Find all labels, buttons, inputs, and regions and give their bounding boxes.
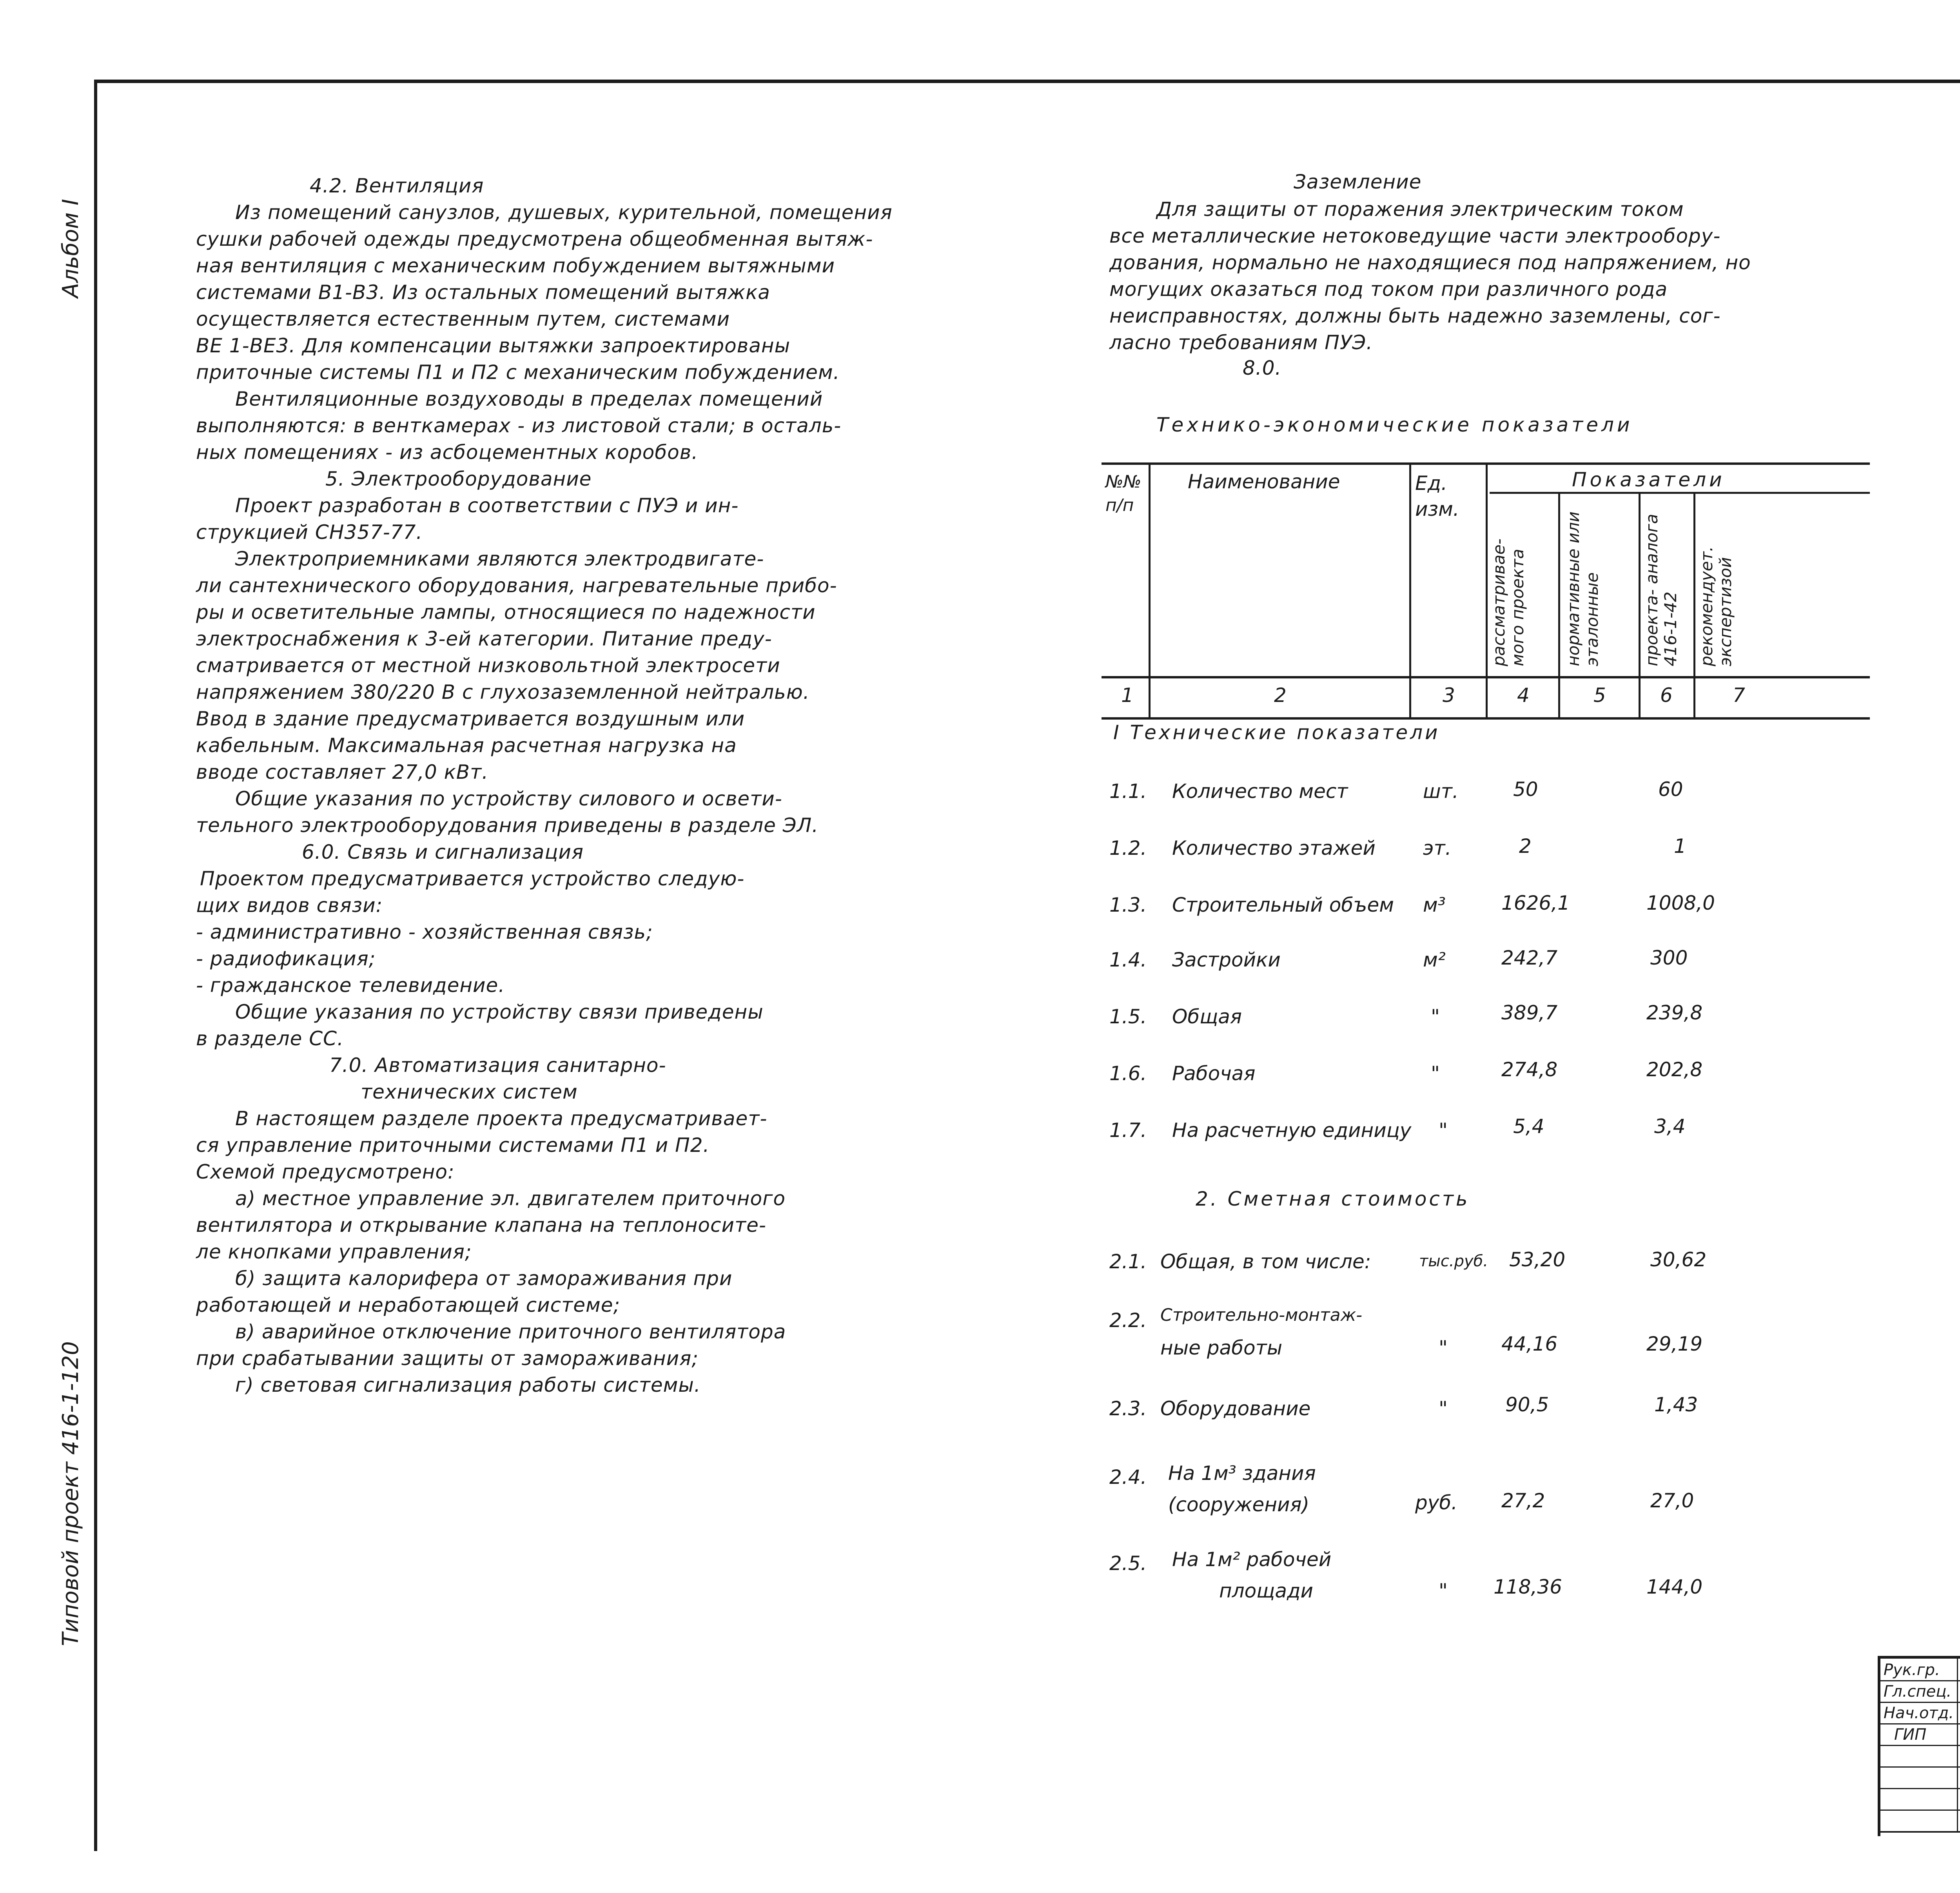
line: работающей и неработающей системе; xyxy=(196,1294,621,1316)
stamp-line xyxy=(1880,1745,1960,1746)
row-unit: тыс.руб. xyxy=(1419,1252,1488,1270)
frame-left xyxy=(94,80,97,1851)
line: ных помещениях - из асбоцементных коробов. xyxy=(196,441,699,464)
line: вводе составляет 27,0 кВт. xyxy=(196,761,489,783)
row-v6: 239,8 xyxy=(1646,1001,1703,1024)
head-num: №№ п/п xyxy=(1105,472,1142,515)
row-v4: 50 xyxy=(1513,778,1538,801)
stamp-role: Гл.спец. xyxy=(1884,1683,1952,1701)
row-name: Строительный объем xyxy=(1172,894,1394,916)
line: ласно требованиям ПУЭ. xyxy=(1109,331,1373,354)
line: напряжением 380/220 В с глухозаземленной нейтралью. xyxy=(196,681,810,704)
row-unit: шт. xyxy=(1423,780,1459,803)
line: 5. Электрооборудование xyxy=(325,468,592,490)
line: струкцией СН357-77. xyxy=(196,521,423,544)
row-num: 2.5. xyxy=(1109,1552,1147,1575)
vline xyxy=(1149,462,1151,717)
row-name: Общая, в том числе: xyxy=(1160,1250,1371,1273)
head-col6: проекта- аналога 416-1-42 xyxy=(1642,513,1680,666)
line: 7.0. Автоматизация санитарно- xyxy=(329,1054,666,1077)
line: Общие указания по устройству связи приведены xyxy=(235,1001,764,1023)
row-v6: 202,8 xyxy=(1646,1058,1703,1081)
row-name: Оборудование xyxy=(1160,1397,1311,1420)
line: Проектом предусматривается устройство следую- xyxy=(200,867,745,890)
vline xyxy=(1639,492,1641,717)
line: В настоящем разделе проекта предусматривает- xyxy=(235,1107,768,1130)
row-v6: 27,0 xyxy=(1650,1489,1694,1512)
line: Из помещений санузлов, душевых, курительной, помещения xyxy=(235,201,893,224)
line: технических систем xyxy=(361,1081,578,1103)
vline xyxy=(1409,462,1411,717)
row-num: 2.2. xyxy=(1109,1309,1147,1332)
stamp-line xyxy=(1880,1766,1960,1768)
colnum: 4 xyxy=(1517,684,1530,707)
stamp-line xyxy=(1880,1680,1960,1681)
row-unit: м² xyxy=(1423,948,1446,971)
line: 4.2. Вентиляция xyxy=(310,174,484,197)
colnum: 2 xyxy=(1274,684,1287,707)
line: щих видов связи: xyxy=(196,894,383,917)
row-num: 2.1. xyxy=(1109,1250,1147,1273)
row-v4: 53,20 xyxy=(1509,1248,1566,1271)
row-v4: 27,2 xyxy=(1501,1489,1545,1512)
row-v6: 144,0 xyxy=(1646,1576,1703,1598)
row-num: 1.7. xyxy=(1109,1119,1147,1142)
row-name: Количество этажей xyxy=(1172,837,1376,859)
colnum: 1 xyxy=(1121,684,1134,707)
stamp-line xyxy=(1880,1702,1960,1703)
table-bottom-head-line xyxy=(1102,717,1870,720)
title-block xyxy=(1878,1656,1960,1836)
head-col5: нормативные или эталонные xyxy=(1564,511,1602,666)
line: Для защиты от поражения электрическим током xyxy=(1156,198,1684,221)
stamp-role: ГИП xyxy=(1894,1726,1927,1744)
stamp-role: Рук.гр. xyxy=(1884,1661,1940,1679)
line: Ввод в здание предусматривается воздушным или xyxy=(196,707,745,730)
row-num: 1.4. xyxy=(1109,948,1147,971)
head-indicators: Показатели xyxy=(1572,468,1725,491)
head-name: Наименование xyxy=(1188,470,1340,493)
row-unit: " xyxy=(1431,1062,1440,1085)
row-v6: 1 xyxy=(1674,835,1686,858)
line: Схемой предусмотрено: xyxy=(196,1160,455,1183)
vline xyxy=(1486,462,1488,717)
stamp-line xyxy=(1880,1723,1960,1724)
row-v4: 1626,1 xyxy=(1501,892,1570,914)
line: в разделе СС. xyxy=(196,1027,344,1050)
line: тельного электрооборудования приведены в разделе ЭЛ. xyxy=(196,814,819,837)
line: кабельным. Максимальная расчетная нагрузка на xyxy=(196,734,737,757)
line: - гражданское телевидение. xyxy=(196,974,505,997)
row-num: 2.3. xyxy=(1109,1397,1147,1420)
line: ная вентиляция с механическим побуждением вытяжными xyxy=(196,254,835,277)
stamp-line xyxy=(1880,1831,1960,1833)
row-name: Количество мест xyxy=(1172,780,1348,803)
line: системами В1-В3. Из остальных помещений вытяжка xyxy=(196,281,770,304)
line: осуществляется естественным путем, системами xyxy=(196,308,730,330)
line: выполняются: в венткамерах - из листовой стали; в осталь- xyxy=(196,414,842,437)
row-unit: эт. xyxy=(1423,837,1452,859)
line: в) аварийное отключение приточного вентилятора xyxy=(235,1320,786,1343)
line: Проект разработан в соответствии с ПУЭ и ин- xyxy=(235,494,739,517)
row-v6: 1,43 xyxy=(1654,1393,1698,1416)
row-v6: 30,62 xyxy=(1650,1248,1707,1271)
row-v4: 44,16 xyxy=(1501,1333,1558,1355)
row-v4: 274,8 xyxy=(1501,1058,1558,1081)
text-column-1 xyxy=(196,172,893,1398)
row-v4: 90,5 xyxy=(1505,1393,1549,1416)
row-v6: 60 xyxy=(1658,778,1683,801)
line: могущих оказаться под током при различного рода xyxy=(1109,278,1668,301)
row-num: 2.4. xyxy=(1109,1466,1147,1489)
project-side-label: Типовой проект 416-1-120 xyxy=(58,1341,83,1646)
row-name: На 1м³ здания xyxy=(1168,1462,1316,1485)
row-v4: 118,36 xyxy=(1494,1576,1562,1598)
line: Электроприемниками являются электродвигате- xyxy=(235,548,764,570)
row-name: На расчетную единицу xyxy=(1172,1119,1412,1142)
stamp-line xyxy=(1880,1788,1960,1789)
row-unit: " xyxy=(1439,1336,1448,1359)
colnum: 5 xyxy=(1593,684,1606,707)
line: а) местное управление эл. двигателем приточного xyxy=(235,1187,786,1210)
grounding-text xyxy=(1109,196,1751,356)
stamp-role: Нач.отд. xyxy=(1884,1704,1954,1722)
line: - административно - хозяйственная связь; xyxy=(196,921,653,943)
row-v6: 29,19 xyxy=(1646,1333,1703,1355)
stamp-line xyxy=(1880,1810,1960,1811)
row-name2: площади xyxy=(1219,1579,1314,1602)
frame-top xyxy=(94,80,1960,83)
line: ВЕ 1-ВЕ3. Для компенсации вытяжки запроектированы xyxy=(196,334,791,357)
row-name2: (сооружения) xyxy=(1168,1493,1310,1516)
row-name: Общая xyxy=(1172,1005,1242,1028)
colnum: 6 xyxy=(1660,684,1673,707)
row-v4: 242,7 xyxy=(1501,946,1558,969)
colnum: 3 xyxy=(1443,684,1455,707)
row-name: Рабочая xyxy=(1172,1062,1256,1085)
line: неисправностях, должны быть надежно заземлены, сог- xyxy=(1109,305,1721,327)
table-header-line xyxy=(1490,492,1870,494)
row-v6: 3,4 xyxy=(1654,1115,1686,1138)
stamp-vline xyxy=(1957,1659,1958,1831)
section-tech: I Технические показатели xyxy=(1113,721,1440,744)
vline xyxy=(1693,492,1695,717)
row-name: Застройки xyxy=(1172,948,1281,971)
row-num: 1.3. xyxy=(1109,894,1147,916)
line: дования, нормально не находящиеся под напряжением, но xyxy=(1109,251,1751,274)
vline xyxy=(1558,492,1560,717)
row-unit: " xyxy=(1439,1119,1448,1142)
row-v4: 2 xyxy=(1519,835,1532,858)
line: ры и осветительные лампы, относящиеся по надежности xyxy=(196,601,816,624)
section-cost: 2. Сметная стоимость xyxy=(1196,1188,1470,1210)
row-unit: " xyxy=(1439,1397,1448,1420)
head-col7: рекомендует. экспертизой xyxy=(1697,546,1735,666)
row-num: 1.5. xyxy=(1109,1005,1147,1028)
row-v6: 1008,0 xyxy=(1646,892,1715,914)
row-num: 1.1. xyxy=(1109,780,1147,803)
section-8-0: 8.0. xyxy=(1243,357,1282,379)
row-name2: ные работы xyxy=(1160,1336,1283,1359)
colnum: 7 xyxy=(1733,684,1745,707)
line: - радиофикация; xyxy=(196,947,376,970)
line: ле кнопками управления; xyxy=(196,1240,472,1263)
grounding-title: Заземление xyxy=(1294,170,1422,193)
head-unit: Ед. изм. xyxy=(1415,472,1459,520)
row-unit: " xyxy=(1439,1579,1448,1602)
line: Вентиляционные воздуховоды в пределах помещений xyxy=(235,388,823,410)
head-col4: рассматривае- мого проекта xyxy=(1489,539,1527,666)
row-name: На 1м² рабочей xyxy=(1172,1548,1332,1571)
line: электроснабжения к 3-ей категории. Питание преду- xyxy=(196,627,772,650)
line: ся управление приточными системами П1 и П2. xyxy=(196,1134,710,1157)
line: 6.0. Связь и сигнализация xyxy=(302,841,584,863)
line: ли сантехнического оборудования, нагревательные прибо- xyxy=(196,574,837,597)
line: сушки рабочей одежды предусмотрена общеобменная вытяж- xyxy=(196,228,873,250)
row-v4: 389,7 xyxy=(1501,1001,1558,1024)
row-num: 1.6. xyxy=(1109,1062,1147,1085)
line: г) световая сигнализация работы системы. xyxy=(235,1374,701,1396)
line: приточные системы П1 и П2 с механическим побуждением. xyxy=(196,361,840,384)
row-unit: руб. xyxy=(1415,1491,1458,1514)
album-label: Альбом I xyxy=(58,199,83,298)
line: все металлические нетоковедущие части электрообору- xyxy=(1109,225,1721,247)
tep-title: Технико-экономические показатели xyxy=(1156,413,1633,436)
row-name: Строительно-монтаж- xyxy=(1160,1305,1363,1325)
row-unit: " xyxy=(1431,1005,1440,1028)
row-unit: м³ xyxy=(1423,894,1446,916)
row-num: 1.2. xyxy=(1109,837,1147,859)
line: вентилятора и открывание клапана на теплоносите- xyxy=(196,1214,766,1237)
line: Общие указания по устройству силового и освети- xyxy=(235,787,782,810)
row-v6: 300 xyxy=(1650,946,1688,969)
line: б) защита калорифера от замораживания при xyxy=(235,1267,733,1290)
line: сматривается от местной низковольтной электросети xyxy=(196,654,780,677)
row-v4: 5,4 xyxy=(1513,1115,1544,1138)
line: при срабатывании защиты от замораживания; xyxy=(196,1347,699,1370)
